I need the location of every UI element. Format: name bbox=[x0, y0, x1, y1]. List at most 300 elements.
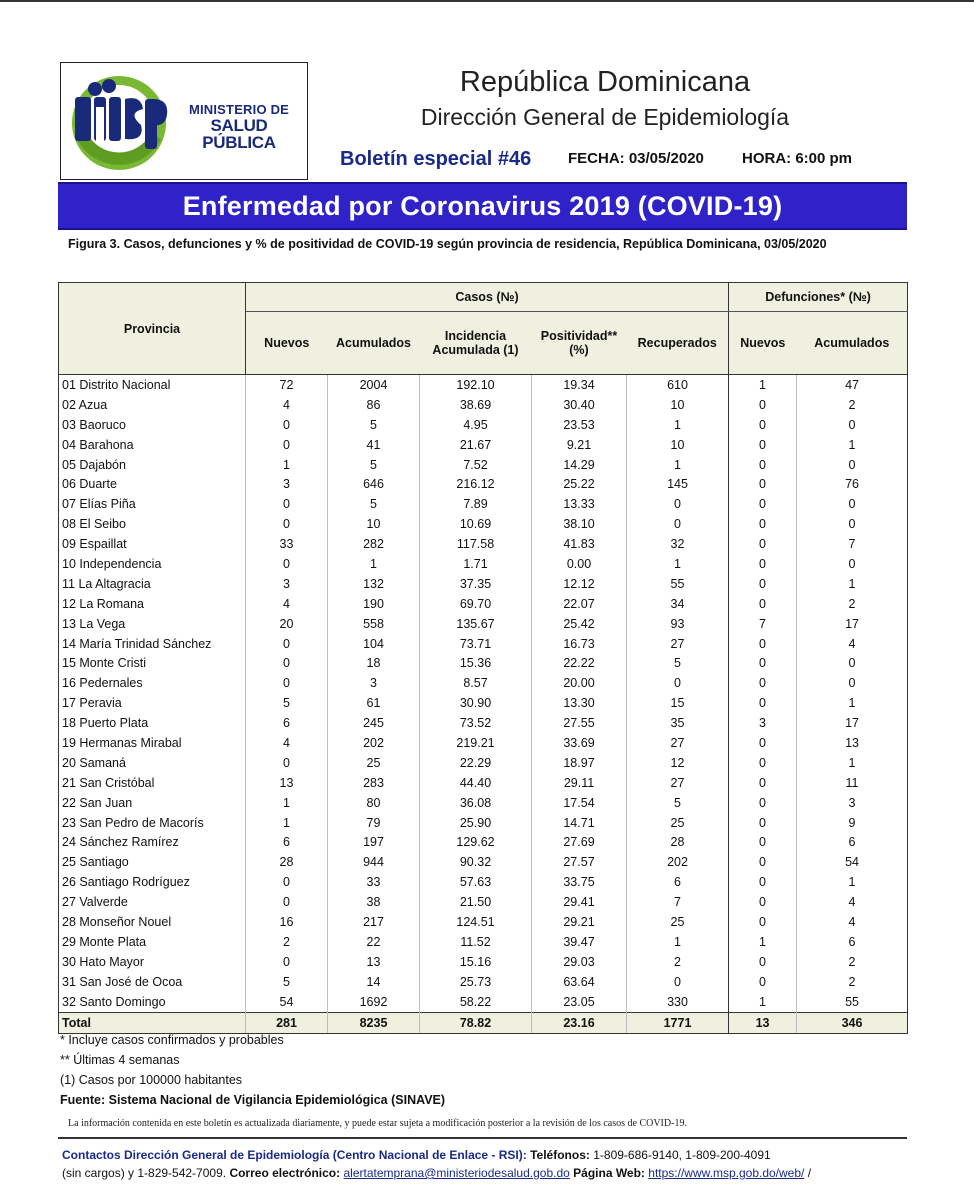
web-link[interactable]: https://www.msp.gob.do/web/ bbox=[648, 1166, 805, 1180]
province-name-cell: 07 Elías Piña bbox=[59, 494, 246, 514]
province-name-cell: 15 Monte Cristi bbox=[59, 653, 246, 673]
value-cell: 4 bbox=[797, 912, 908, 932]
table-row bbox=[59, 992, 908, 1012]
province-name-cell: 10 Independencia bbox=[59, 554, 246, 574]
header-incidencia: Incidencia Acumulada (1) bbox=[420, 312, 532, 375]
value-cell: 0 bbox=[627, 972, 729, 992]
value-cell: 0 bbox=[729, 634, 797, 654]
value-cell: 558 bbox=[328, 614, 420, 634]
value-cell: 5 bbox=[328, 494, 420, 514]
value-cell: 117.58 bbox=[420, 534, 532, 554]
value-cell: 0 bbox=[729, 972, 797, 992]
value-cell: 27.69 bbox=[532, 832, 627, 852]
value-cell: 0 bbox=[729, 892, 797, 912]
contact-org: Contactos Dirección General de Epidemiología (Centro Nacional de Enlace - RSI): bbox=[62, 1148, 527, 1162]
total-value-cell: 8235 bbox=[328, 1012, 420, 1033]
table-row bbox=[59, 614, 908, 634]
value-cell: 1 bbox=[797, 435, 908, 455]
value-cell: 1 bbox=[328, 554, 420, 574]
value-cell: 32 bbox=[627, 534, 729, 554]
value-cell: 58.22 bbox=[420, 992, 532, 1012]
value-cell: 12.12 bbox=[532, 574, 627, 594]
total-value-cell: 78.82 bbox=[420, 1012, 532, 1033]
value-cell: 2004 bbox=[328, 375, 420, 395]
value-cell: 0 bbox=[246, 494, 328, 514]
province-name-cell: 06 Duarte bbox=[59, 474, 246, 494]
table-row bbox=[59, 793, 908, 813]
value-cell: 0 bbox=[729, 912, 797, 932]
value-cell: 0 bbox=[729, 852, 797, 872]
table-row bbox=[59, 972, 908, 992]
value-cell: 7 bbox=[797, 534, 908, 554]
value-cell: 2 bbox=[797, 972, 908, 992]
province-name-cell: 01 Distrito Nacional bbox=[59, 375, 246, 395]
value-cell: 20.00 bbox=[532, 673, 627, 693]
value-cell: 27 bbox=[627, 634, 729, 654]
value-cell: 4 bbox=[797, 892, 908, 912]
value-cell: 0 bbox=[246, 653, 328, 673]
value-cell: 0 bbox=[729, 673, 797, 693]
value-cell: 22 bbox=[328, 932, 420, 952]
table-row bbox=[59, 912, 908, 932]
value-cell: 3 bbox=[246, 474, 328, 494]
table-row bbox=[59, 514, 908, 534]
footnote-weeks: ** Últimas 4 semanas bbox=[60, 1053, 180, 1067]
value-cell: 0 bbox=[797, 455, 908, 475]
value-cell: 0 bbox=[246, 514, 328, 534]
footnote-rate: (1) Casos por 100000 habitantes bbox=[60, 1073, 243, 1087]
province-name-cell: 09 Espaillat bbox=[59, 534, 246, 554]
value-cell: 41.83 bbox=[532, 534, 627, 554]
total-value-cell: 1771 bbox=[627, 1012, 729, 1033]
province-name-cell: 25 Santiago bbox=[59, 852, 246, 872]
value-cell: 5 bbox=[328, 455, 420, 475]
value-cell: 21.50 bbox=[420, 892, 532, 912]
value-cell: 0 bbox=[246, 415, 328, 435]
province-name-cell: 04 Barahona bbox=[59, 435, 246, 455]
table-row bbox=[59, 534, 908, 554]
table-row bbox=[59, 673, 908, 693]
value-cell: 28 bbox=[627, 832, 729, 852]
value-cell: 0 bbox=[797, 653, 908, 673]
top-edge-line bbox=[0, 0, 974, 2]
value-cell: 5 bbox=[627, 793, 729, 813]
value-cell: 0 bbox=[246, 435, 328, 455]
value-cell: 1 bbox=[729, 992, 797, 1012]
value-cell: 55 bbox=[627, 574, 729, 594]
table-row bbox=[59, 574, 908, 594]
value-cell: 216.12 bbox=[420, 474, 532, 494]
value-cell: 4 bbox=[797, 634, 908, 654]
value-cell: 23.53 bbox=[532, 415, 627, 435]
value-cell: 0 bbox=[797, 494, 908, 514]
header-defunciones: Defunciones* (№) bbox=[729, 283, 908, 312]
value-cell: 0 bbox=[729, 952, 797, 972]
value-cell: 2 bbox=[797, 594, 908, 614]
province-name-cell: 08 El Seibo bbox=[59, 514, 246, 534]
value-cell: 0 bbox=[729, 813, 797, 833]
value-cell: 2 bbox=[246, 932, 328, 952]
phones-label: Teléfonos: bbox=[530, 1148, 590, 1162]
value-cell: 15.36 bbox=[420, 653, 532, 673]
value-cell: 25.73 bbox=[420, 972, 532, 992]
value-cell: 18.97 bbox=[532, 753, 627, 773]
value-cell: 1 bbox=[627, 415, 729, 435]
value-cell: 27.57 bbox=[532, 852, 627, 872]
value-cell: 30.90 bbox=[420, 693, 532, 713]
bulletin-date: FECHA: 03/05/2020 bbox=[568, 150, 704, 167]
value-cell: 1692 bbox=[328, 992, 420, 1012]
table-row bbox=[59, 932, 908, 952]
value-cell: 57.63 bbox=[420, 872, 532, 892]
value-cell: 90.32 bbox=[420, 852, 532, 872]
value-cell: 16 bbox=[246, 912, 328, 932]
province-name-cell: 05 Dajabón bbox=[59, 455, 246, 475]
msp-logo bbox=[60, 62, 308, 180]
value-cell: 27 bbox=[627, 773, 729, 793]
value-cell: 5 bbox=[328, 415, 420, 435]
value-cell: 27.55 bbox=[532, 713, 627, 733]
value-cell: 13.33 bbox=[532, 494, 627, 514]
value-cell: 35 bbox=[627, 713, 729, 733]
value-cell: 6 bbox=[246, 832, 328, 852]
value-cell: 73.71 bbox=[420, 634, 532, 654]
value-cell: 86 bbox=[328, 395, 420, 415]
phones: 1-809-686-9140, 1-809-200-4091 bbox=[593, 1148, 771, 1162]
value-cell: 34 bbox=[627, 594, 729, 614]
value-cell: 7.89 bbox=[420, 494, 532, 514]
province-data-table bbox=[58, 282, 908, 1034]
header-acumulados: Acumulados bbox=[328, 312, 420, 375]
value-cell: 0 bbox=[729, 653, 797, 673]
total-value-cell: 23.16 bbox=[532, 1012, 627, 1033]
province-name-cell: 02 Azua bbox=[59, 395, 246, 415]
value-cell: 0 bbox=[246, 673, 328, 693]
value-cell: 0 bbox=[729, 753, 797, 773]
value-cell: 54 bbox=[246, 992, 328, 1012]
value-cell: 2 bbox=[627, 952, 729, 972]
value-cell: 63.64 bbox=[532, 972, 627, 992]
value-cell: 0 bbox=[246, 872, 328, 892]
value-cell: 0 bbox=[729, 733, 797, 753]
value-cell: 4 bbox=[246, 733, 328, 753]
province-name-cell: 16 Pedernales bbox=[59, 673, 246, 693]
source-note: Fuente: Sistema Nacional de Vigilancia Epidemiológica (SINAVE) bbox=[60, 1093, 446, 1107]
value-cell: 38.10 bbox=[532, 514, 627, 534]
value-cell: 33 bbox=[328, 872, 420, 892]
value-cell: 69.70 bbox=[420, 594, 532, 614]
value-cell: 0 bbox=[729, 494, 797, 514]
province-name-cell: 19 Hermanas Mirabal bbox=[59, 733, 246, 753]
value-cell: 1 bbox=[246, 813, 328, 833]
table-row bbox=[59, 415, 908, 435]
value-cell: 132 bbox=[328, 574, 420, 594]
bulletin-time: HORA: 6:00 pm bbox=[742, 150, 853, 167]
web-label: Página Web: bbox=[573, 1166, 645, 1180]
value-cell: 37.35 bbox=[420, 574, 532, 594]
value-cell: 1 bbox=[729, 375, 797, 395]
value-cell: 55 bbox=[797, 992, 908, 1012]
value-cell: 6 bbox=[797, 932, 908, 952]
value-cell: 1 bbox=[797, 872, 908, 892]
footnote-probables: * Incluye casos confirmados y probables bbox=[60, 1033, 284, 1047]
value-cell: 10 bbox=[627, 395, 729, 415]
value-cell: 219.21 bbox=[420, 733, 532, 753]
value-cell: 0 bbox=[729, 594, 797, 614]
value-cell: 0 bbox=[729, 415, 797, 435]
value-cell: 0 bbox=[246, 554, 328, 574]
province-name-cell: 14 María Trinidad Sánchez bbox=[59, 634, 246, 654]
value-cell: 0 bbox=[246, 753, 328, 773]
table-row bbox=[59, 852, 908, 872]
value-cell: 0 bbox=[797, 554, 908, 574]
value-cell: 4 bbox=[246, 395, 328, 415]
value-cell: 0 bbox=[729, 534, 797, 554]
value-cell: 47 bbox=[797, 375, 908, 395]
value-cell: 1 bbox=[627, 932, 729, 952]
province-name-cell: 18 Puerto Plata bbox=[59, 713, 246, 733]
value-cell: 72 bbox=[246, 375, 328, 395]
table-row bbox=[59, 713, 908, 733]
total-value-cell: 281 bbox=[246, 1012, 328, 1033]
value-cell: 1 bbox=[729, 932, 797, 952]
value-cell: 190 bbox=[328, 594, 420, 614]
value-cell: 5 bbox=[246, 693, 328, 713]
value-cell: 3 bbox=[246, 574, 328, 594]
value-cell: 245 bbox=[328, 713, 420, 733]
value-cell: 0 bbox=[729, 474, 797, 494]
value-cell: 610 bbox=[627, 375, 729, 395]
value-cell: 33.69 bbox=[532, 733, 627, 753]
value-cell: 0 bbox=[729, 872, 797, 892]
table-row bbox=[59, 474, 908, 494]
table-body bbox=[59, 375, 908, 1034]
value-cell: 23.05 bbox=[532, 992, 627, 1012]
value-cell: 646 bbox=[328, 474, 420, 494]
value-cell: 3 bbox=[797, 793, 908, 813]
value-cell: 30.40 bbox=[532, 395, 627, 415]
value-cell: 0.00 bbox=[532, 554, 627, 574]
value-cell: 80 bbox=[328, 793, 420, 813]
value-cell: 38.69 bbox=[420, 395, 532, 415]
table-row bbox=[59, 494, 908, 514]
logo-line-2: SALUD PÚBLICA bbox=[202, 115, 276, 153]
contact-divider bbox=[58, 1137, 907, 1139]
value-cell: 0 bbox=[729, 514, 797, 534]
value-cell: 17 bbox=[797, 713, 908, 733]
value-cell: 197 bbox=[328, 832, 420, 852]
table-row bbox=[59, 554, 908, 574]
table-row bbox=[59, 733, 908, 753]
value-cell: 1 bbox=[797, 574, 908, 594]
province-name-cell: 28 Monseñor Nouel bbox=[59, 912, 246, 932]
value-cell: 0 bbox=[729, 455, 797, 475]
value-cell: 14.71 bbox=[532, 813, 627, 833]
value-cell: 0 bbox=[729, 832, 797, 852]
value-cell: 8.57 bbox=[420, 673, 532, 693]
total-value-cell: 13 bbox=[729, 1012, 797, 1033]
value-cell: 15.16 bbox=[420, 952, 532, 972]
value-cell: 38 bbox=[328, 892, 420, 912]
contact-block bbox=[62, 1146, 907, 1182]
value-cell: 61 bbox=[328, 693, 420, 713]
value-cell: 9 bbox=[797, 813, 908, 833]
value-cell: 16.73 bbox=[532, 634, 627, 654]
value-cell: 0 bbox=[729, 435, 797, 455]
value-cell: 33 bbox=[246, 534, 328, 554]
total-label-cell: Total bbox=[59, 1012, 246, 1033]
value-cell: 39.47 bbox=[532, 932, 627, 952]
value-cell: 17.54 bbox=[532, 793, 627, 813]
email-link[interactable]: alertatemprana@ministeriodesalud.gob.do bbox=[343, 1166, 570, 1180]
table-row bbox=[59, 455, 908, 475]
value-cell: 217 bbox=[328, 912, 420, 932]
value-cell: 0 bbox=[729, 574, 797, 594]
value-cell: 10.69 bbox=[420, 514, 532, 534]
value-cell: 129.62 bbox=[420, 832, 532, 852]
value-cell: 25.22 bbox=[532, 474, 627, 494]
value-cell: 25 bbox=[627, 912, 729, 932]
value-cell: 93 bbox=[627, 614, 729, 634]
value-cell: 0 bbox=[246, 892, 328, 912]
value-cell: 7.52 bbox=[420, 455, 532, 475]
value-cell: 29.11 bbox=[532, 773, 627, 793]
footnotes bbox=[60, 1030, 445, 1110]
value-cell: 22.07 bbox=[532, 594, 627, 614]
header-provincia: Provincia bbox=[59, 283, 246, 375]
value-cell: 0 bbox=[729, 793, 797, 813]
msp-logo-mark-icon bbox=[67, 69, 171, 173]
value-cell: 11 bbox=[797, 773, 908, 793]
value-cell: 9.21 bbox=[532, 435, 627, 455]
header-def-acumulados: Acumulados bbox=[797, 312, 908, 375]
value-cell: 28 bbox=[246, 852, 328, 872]
total-value-cell: 346 bbox=[797, 1012, 908, 1033]
table-row bbox=[59, 435, 908, 455]
logo-wordmark bbox=[175, 103, 303, 152]
table-row bbox=[59, 395, 908, 415]
value-cell: 0 bbox=[797, 415, 908, 435]
directorate-subtitle: Dirección General de Epidemiología bbox=[420, 104, 790, 130]
trailing-slash: / bbox=[807, 1166, 812, 1180]
value-cell: 7 bbox=[627, 892, 729, 912]
logo-line-1: MINISTERIO DE bbox=[188, 102, 290, 117]
value-cell: 0 bbox=[729, 773, 797, 793]
value-cell: 4 bbox=[246, 594, 328, 614]
title-banner bbox=[58, 182, 907, 230]
value-cell: 6 bbox=[246, 713, 328, 733]
value-cell: 1 bbox=[627, 455, 729, 475]
value-cell: 17 bbox=[797, 614, 908, 634]
table-row bbox=[59, 753, 908, 773]
value-cell: 20 bbox=[246, 614, 328, 634]
value-cell: 6 bbox=[797, 832, 908, 852]
value-cell: 13 bbox=[328, 952, 420, 972]
value-cell: 14.29 bbox=[532, 455, 627, 475]
bulletin-number: Boletín especial #46 bbox=[340, 148, 532, 170]
province-name-cell: 22 San Juan bbox=[59, 793, 246, 813]
value-cell: 76 bbox=[797, 474, 908, 494]
province-name-cell: 20 Samaná bbox=[59, 753, 246, 773]
value-cell: 0 bbox=[729, 693, 797, 713]
province-name-cell: 29 Monte Plata bbox=[59, 932, 246, 952]
table-row bbox=[59, 594, 908, 614]
value-cell: 330 bbox=[627, 992, 729, 1012]
value-cell: 0 bbox=[797, 673, 908, 693]
value-cell: 13.30 bbox=[532, 693, 627, 713]
value-cell: 10 bbox=[627, 435, 729, 455]
header-casos: Casos (№) bbox=[246, 283, 729, 312]
value-cell: 3 bbox=[328, 673, 420, 693]
email-label: Correo electrónico: bbox=[229, 1166, 341, 1180]
value-cell: 1 bbox=[246, 793, 328, 813]
table-row bbox=[59, 952, 908, 972]
province-name-cell: 11 La Altagracia bbox=[59, 574, 246, 594]
value-cell: 0 bbox=[729, 554, 797, 574]
value-cell: 202 bbox=[627, 852, 729, 872]
value-cell: 13 bbox=[246, 773, 328, 793]
value-cell: 5 bbox=[246, 972, 328, 992]
value-cell: 73.52 bbox=[420, 713, 532, 733]
province-name-cell: 13 La Vega bbox=[59, 614, 246, 634]
value-cell: 21.67 bbox=[420, 435, 532, 455]
value-cell: 12 bbox=[627, 753, 729, 773]
value-cell: 15 bbox=[627, 693, 729, 713]
province-name-cell: 21 San Cristóbal bbox=[59, 773, 246, 793]
value-cell: 6 bbox=[627, 872, 729, 892]
province-name-cell: 17 Peravia bbox=[59, 693, 246, 713]
phones-cont: (sin cargos) y 1-829-542-7009. bbox=[62, 1166, 227, 1180]
figure-caption: Figura 3. Casos, defunciones y % de positividad de COVID-19 según provincia de residencia, República Dominicana, 03/05/2020 bbox=[68, 237, 827, 251]
value-cell: 22.29 bbox=[420, 753, 532, 773]
banner-title: Enfermedad por Coronavirus 2019 (COVID-19) bbox=[182, 190, 783, 221]
header-def-nuevos: Nuevos bbox=[729, 312, 797, 375]
table-row bbox=[59, 872, 908, 892]
header-recuperados: Recuperados bbox=[627, 312, 729, 375]
value-cell: 2 bbox=[797, 395, 908, 415]
province-name-cell: 12 La Romana bbox=[59, 594, 246, 614]
value-cell: 25.42 bbox=[532, 614, 627, 634]
value-cell: 29.21 bbox=[532, 912, 627, 932]
value-cell: 79 bbox=[328, 813, 420, 833]
value-cell: 124.51 bbox=[420, 912, 532, 932]
value-cell: 25 bbox=[627, 813, 729, 833]
value-cell: 29.41 bbox=[532, 892, 627, 912]
value-cell: 14 bbox=[328, 972, 420, 992]
table-row bbox=[59, 693, 908, 713]
value-cell: 944 bbox=[328, 852, 420, 872]
value-cell: 36.08 bbox=[420, 793, 532, 813]
province-name-cell: 27 Valverde bbox=[59, 892, 246, 912]
update-disclaimer: La información contenida en este boletín es actualizada diariamente, y puede estar sujeta a modificación posterior a la revisión de los casos de COVID-19. bbox=[68, 1118, 687, 1129]
value-cell: 0 bbox=[797, 514, 908, 534]
value-cell: 25.90 bbox=[420, 813, 532, 833]
value-cell: 0 bbox=[246, 634, 328, 654]
country-title: República Dominicana bbox=[459, 66, 751, 98]
value-cell: 135.67 bbox=[420, 614, 532, 634]
table-row bbox=[59, 832, 908, 852]
value-cell: 4.95 bbox=[420, 415, 532, 435]
table-row bbox=[59, 773, 908, 793]
value-cell: 3 bbox=[729, 713, 797, 733]
value-cell: 33.75 bbox=[532, 872, 627, 892]
value-cell: 5 bbox=[627, 653, 729, 673]
table-row bbox=[59, 653, 908, 673]
value-cell: 54 bbox=[797, 852, 908, 872]
province-name-cell: 30 Hato Mayor bbox=[59, 952, 246, 972]
value-cell: 11.52 bbox=[420, 932, 532, 952]
value-cell: 1 bbox=[797, 693, 908, 713]
